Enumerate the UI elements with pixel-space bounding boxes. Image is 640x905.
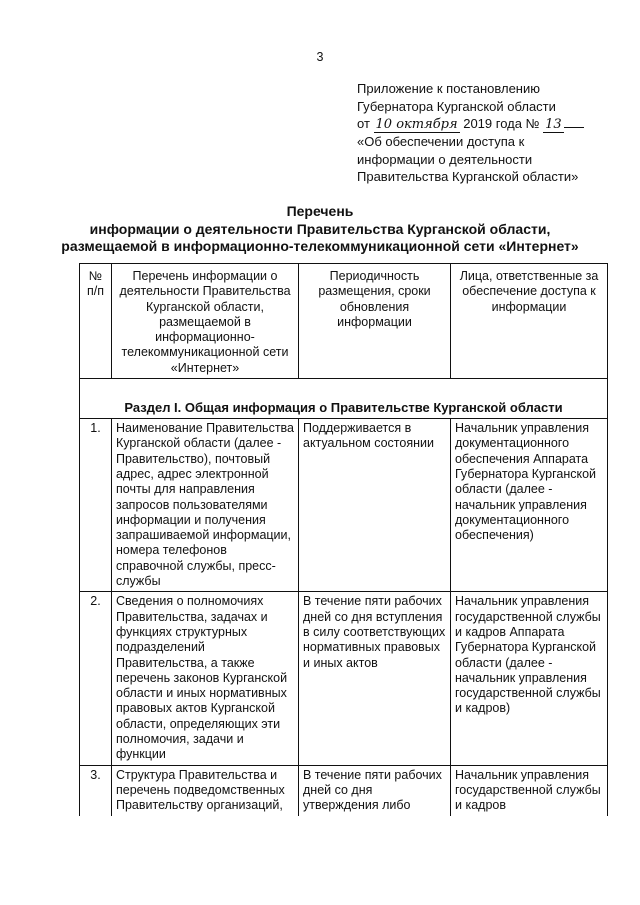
year-text: 2019 года № bbox=[463, 116, 540, 131]
row-information: Структура Правительства и перечень подведомственных Правительству организаций, bbox=[112, 765, 299, 815]
appendix-line-6: Правительства Курганской области» bbox=[357, 169, 579, 184]
table-header-row bbox=[80, 264, 608, 379]
row-information: Наименование Правительства Курганской области (далее - Правительство), почтовый адрес, адрес электронной почты для направления запросов пользователями информации и получения запрашиваемой информации, номера телефонов справочной службы, пресс-службы bbox=[112, 419, 299, 592]
appendix-line-4: «Об обеспечении доступа к bbox=[357, 134, 525, 149]
header-number: № п/п bbox=[80, 264, 112, 379]
row-number: 3. bbox=[80, 765, 112, 815]
appendix-line-5: информации о деятельности bbox=[357, 151, 533, 167]
row-information: Сведения о полномочиях Правительства, задачах и функциях структурных подразделений Правительства, а также перечень законов Курганской области и иных нормативных правовых актов Курганской области, определяющих эти полномочия, задачи и функции bbox=[112, 592, 299, 765]
date-prefix: от bbox=[357, 116, 370, 131]
appendix-date-line bbox=[357, 115, 617, 133]
title-line-2: информации о деятельности Правительства Курганской области, bbox=[89, 220, 551, 237]
handwritten-number: 13 bbox=[545, 117, 562, 132]
header-responsible: Лица, ответственные за обеспечение доступа к информации bbox=[451, 264, 608, 379]
row-period: В течение пяти рабочих дней со дня вступления в силу соответствующих нормативных правовых и иных актов bbox=[299, 592, 451, 765]
document-title bbox=[0, 203, 640, 256]
row-responsible: Начальник управления государственной службы и кадров bbox=[451, 765, 608, 815]
appendix-line-2: Губернатора Курганской области bbox=[357, 98, 556, 114]
row-period: Поддерживается в актуальном состоянии bbox=[299, 419, 451, 592]
section-title: Раздел I. Общая информация о Правительстве Курганской области bbox=[80, 379, 608, 419]
row-period: В течение пяти рабочих дней со дня утверждения либо bbox=[299, 765, 451, 815]
header-information: Перечень информации о деятельности Правительства Курганской области, размещаемой в информационно-телекоммуникационной сети «Интернет» bbox=[112, 264, 299, 379]
page-number: 3 bbox=[316, 50, 324, 64]
appendix-line-1: Приложение к постановлению bbox=[357, 81, 540, 96]
table-row bbox=[80, 765, 608, 815]
row-number: 2. bbox=[80, 592, 112, 765]
title-line-1: Перечень bbox=[286, 203, 354, 219]
title-line-3: размещаемой в информационно-телекоммуникационной сети «Интернет» bbox=[61, 238, 579, 254]
table-row bbox=[80, 419, 608, 592]
handwritten-date: 10 октября bbox=[375, 117, 458, 132]
row-responsible: Начальник управления документационного обеспечения Аппарата Губернатора Курганской области (далее - начальник управления документационного обеспечения) bbox=[451, 419, 608, 592]
header-period: Периодичность размещения, сроки обновления информации bbox=[299, 264, 451, 379]
information-table bbox=[79, 263, 608, 816]
table-row bbox=[80, 592, 608, 765]
number-underline bbox=[564, 127, 584, 128]
row-number: 1. bbox=[80, 419, 112, 592]
section-row bbox=[80, 379, 608, 419]
appendix-header bbox=[357, 80, 617, 186]
row-responsible: Начальник управления государственной службы и кадров Аппарата Губернатора Курганской области (далее - начальник управления государственной службы и кадров) bbox=[451, 592, 608, 765]
